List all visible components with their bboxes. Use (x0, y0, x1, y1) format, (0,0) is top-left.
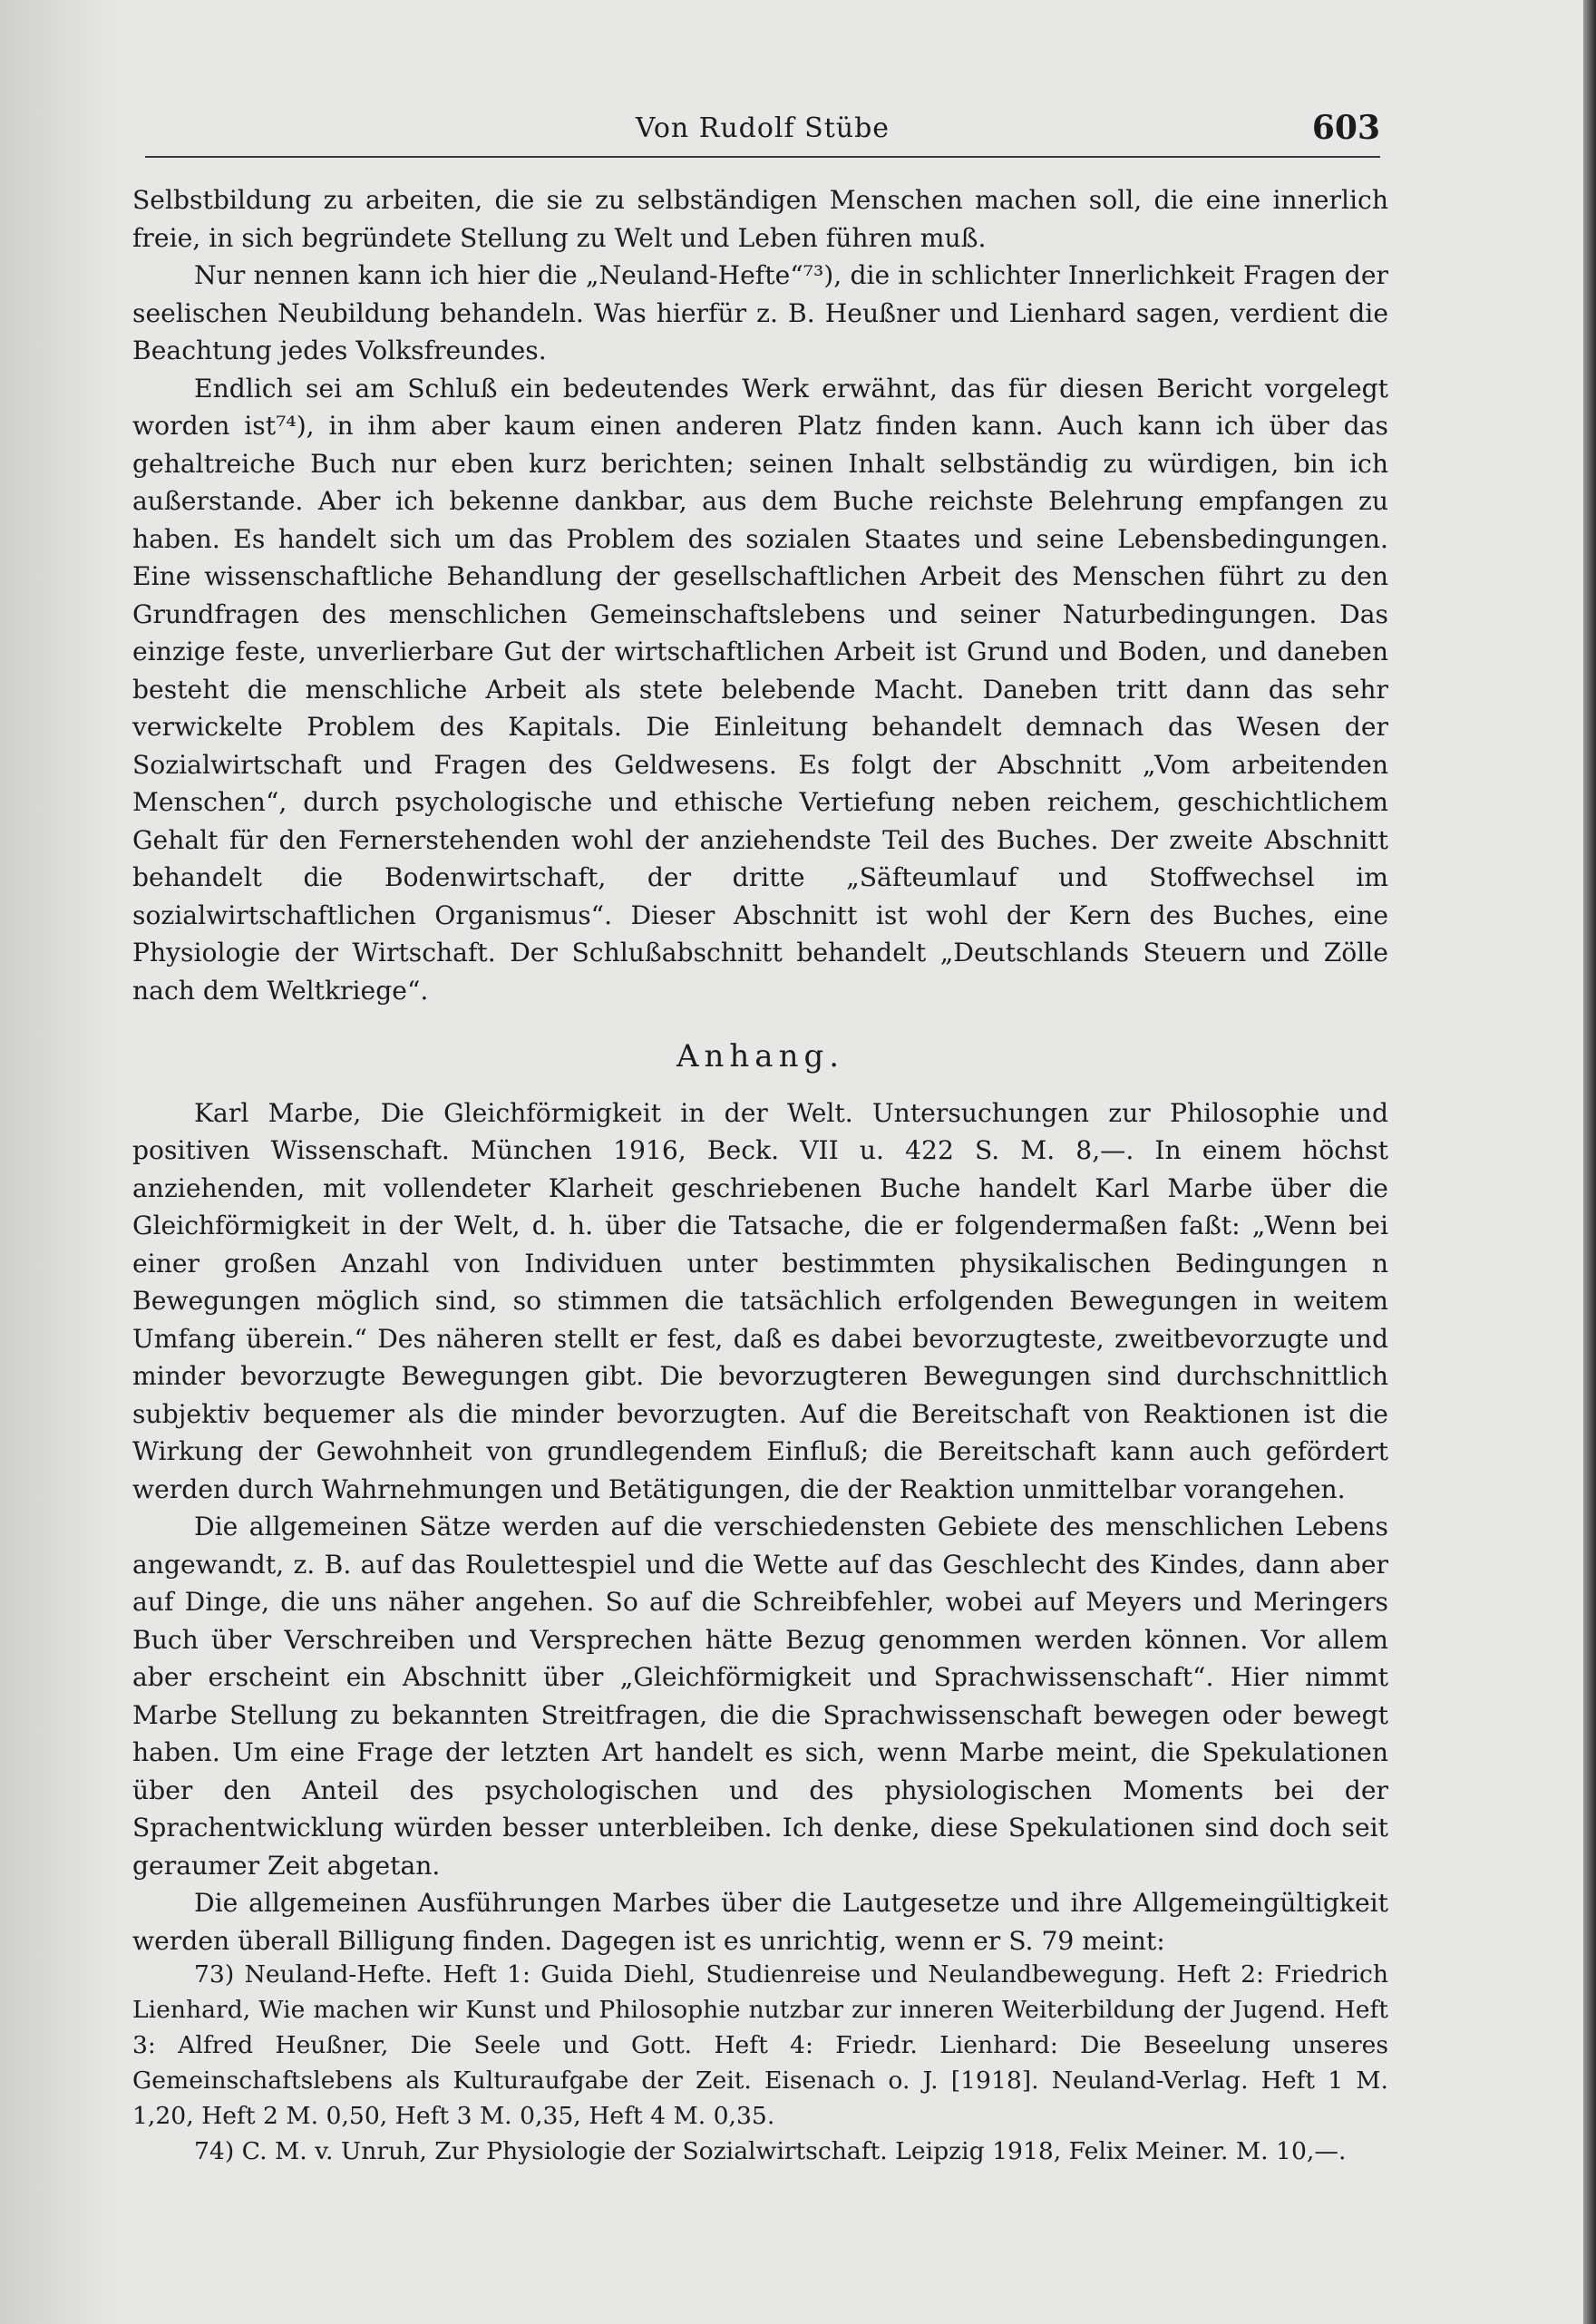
footnotes (132, 1957, 1388, 2169)
appendix-heading: Anhang. (676, 1038, 845, 1074)
running-title: Von Rudolf Stübe (635, 112, 890, 144)
page-header (145, 107, 1380, 158)
paragraph-unruh-review: Endlich sei am Schluß ein bedeutendes Werk erwähnt, das für diesen Bericht vorgelegt worden ist⁷⁴), in ihm aber kaum einen anderen Platz finden kann. Auch kann ich über das gehaltreiche Buch nur eben kurz berichten; seinen Inhalt selbständig zu würdigen, bin ich außerstande. Aber ich bekenne dankbar, aus dem Buche reichste Belehrung empfangen zu haben. Es handelt sich um das Problem des sozialen Staates und seine Lebensbedingungen. Eine wissenschaftliche Behandlung der gesellschaftlichen Arbeit des Menschen führt zu den Grundfragen des menschlichen Gemeinschaftslebens und seiner Naturbedingungen. Das einzige feste, unverlierbare Gut der wirtschaftlichen Arbeit ist Grund und Boden, und daneben besteht die menschliche Arbeit als stete belebende Macht. Daneben tritt dann das sehr verwickelte Problem des Kapitals. Die Einleitung behandelt demnach das Wesen der Sozialwirtschaft und Fragen des Geldwesens. Es folgt der Abschnitt „Vom arbeitenden Menschen“, durch psychologische und ethische Vertiefung neben reichem, geschichtlichem Gehalt für den Fernerstehenden wohl der anziehendste Teil des Buches. Der zweite Abschnitt behandelt die Bodenwirtschaft, der dritte „Säfteumlauf und Stoffwechsel im sozialwirtschaftlichen Organismus“. Dieser Abschnitt ist wohl der Kern des Buches, eine Physiologie der Wirtschaft. Der Schlußabschnitt behandelt „Deutschlands Steuern und Zölle nach dem Weltkriege“. (132, 373, 1388, 1006)
paragraph-marbe-applications: Die allgemeinen Sätze werden auf die verschiedensten Gebiete des menschlichen Lebens angewandt, z. B. auf das Roulettespiel und die Wette auf das Geschlecht des Kindes, dann aber auf Dinge, die uns näher angehen. So auf die Schreibfehler, wobei auf Meyers und Meringers Buch über Verschreiben und Versprechen hätte Bezug genommen werden können. Vor allem aber erscheint ein Abschnitt über „Gleichförmigkeit und Sprachwissenschaft“. Hier nimmt Marbe Stellung zu bekannten Streitfragen, die die Sprachwissenschaft bewegen oder bewegt haben. Um eine Frage der letzten Art handelt es sich, wenn Marbe meint, die Spekulationen über den Anteil des psychologischen und des physiologischen Moments bei der Sprachentwicklung würden besser unterbleiben. Ich denke, diese Spekulationen sind doch seit geraumer Zeit abgetan. (132, 1512, 1388, 1881)
main-text (132, 181, 1388, 1959)
paragraph-neuland: Nur nennen kann ich hier die „Neuland-Hefte“⁷³), die in schlichter Innerlichkeit Fragen der seelischen Neubildung behandeln. Was hierfür z. B. Heußner und Lienhard sagen, verdient die Beachtung jedes Volksfreundes. (132, 260, 1388, 365)
page-number: 603 (1311, 109, 1380, 147)
paragraph-continuation: Selbstbildung zu arbeiten, die sie zu selbständigen Menschen machen soll, die eine innerlich freie, in sich begründete Stellung zu Welt und Leben führen muß. (132, 185, 1388, 253)
footnote-73: 73) Neuland-Hefte. Heft 1: Guida Diehl, Studienreise und Neulandbewegung. Heft 2: Friedrich Lienhard, Wie machen wir Kunst und Philosophie nutzbar zur inneren Weiterbildung der Jugend. Heft 3: Alfred Heußner, Die Seele und Gott. Heft 4: Friedr. Lienhard: Die Beseelung unseres Gemeinschaftslebens als Kulturaufgabe der Zeit. Eisenach o. J. [1918]. Neuland-Verlag. Heft 1 M. 1,20, Heft 2 M. 0,50, Heft 3 M. 0,35, Heft 4 M. 0,35. (132, 1960, 1388, 2130)
paragraph-marbe-review: Karl Marbe, Die Gleichförmigkeit in der Welt. Untersuchungen zur Philosophie und positiven Wissenschaft. München 1916, Beck. VII u. 422 S. M. 8,—. In einem höchst anziehenden, mit vollendeter Klarheit geschriebenen Buche handelt Karl Marbe über die Gleichförmigkeit in der Welt, d. h. über die Tatsache, die er folgendermaßen faßt: „Wenn bei einer großen Anzahl von Individuen unter bestimmten physikalischen Bedingungen n Bewegungen möglich sind, so stimmen die tatsächlich erfolgenden Bewegungen in weitem Umfang überein.“ Des näheren stellt er fest, daß es dabei bevorzugteste, zweitbevorzugte und minder bevorzugte Bewegungen gibt. Die bevorzugteren Bewegungen sind durchschnittlich subjektiv bequemer als die minder bevorzugten. Auf die Bereitschaft von Reaktionen ist die Wirkung der Gewohnheit von grundlegendem Einfluß; die Bereitschaft kann auch gefördert werden durch Wahrnehmungen und Betätigungen, die der Reaktion unmittelbar vorangehen. (132, 1097, 1388, 1504)
footnote-74: 74) C. M. v. Unruh, Zur Physiologie der Sozialwirtschaft. Leipzig 1918, Felix Meiner. M. 10,—. (194, 2137, 1347, 2165)
paragraph-marbe-lautgesetze: Die allgemeinen Ausführungen Marbes über die Lautgesetze und ihre Allgemeingültigkeit werden überall Billigung finden. Dagegen ist es unrichtig, wenn er S. 79 meint: (132, 1888, 1388, 1956)
